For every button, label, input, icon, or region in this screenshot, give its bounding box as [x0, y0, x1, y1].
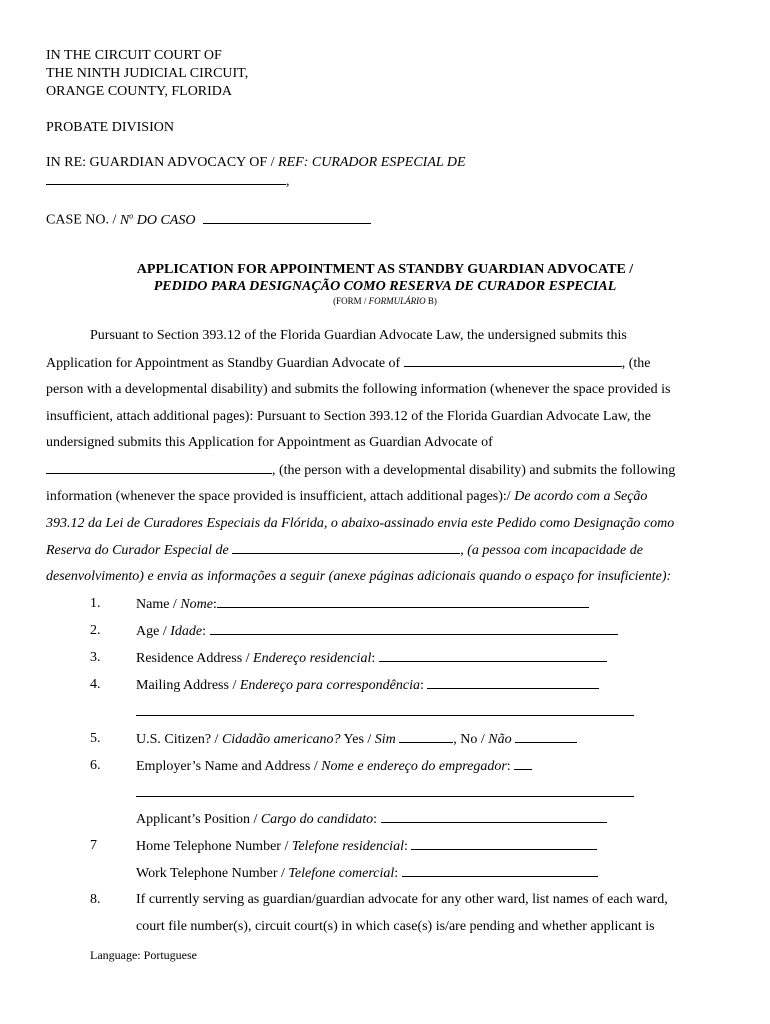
- standby-ward-name-field[interactable]: [404, 354, 622, 367]
- residence-address-field[interactable]: [379, 649, 607, 662]
- intro-line-9: Reserva do Curador Especial de , (a pessoa com incapacidade de: [46, 543, 643, 558]
- mailing-address-field[interactable]: [427, 676, 599, 689]
- in-re-label-pt: REF: CURADOR ESPECIAL DE: [278, 155, 466, 170]
- employer-continuation-row: [136, 784, 634, 803]
- item-number-7: 7: [90, 838, 97, 853]
- in-re-line: [46, 154, 466, 172]
- in-re-name-field-row: [46, 172, 290, 191]
- intro-line-6: , (the person with a developmental disability) and submits the following: [46, 461, 675, 480]
- ward-name-field[interactable]: [46, 461, 272, 474]
- form-label: (FORM / FORMULÁRIO B): [333, 296, 437, 306]
- employer-field[interactable]: [514, 757, 532, 770]
- court-name-line2: THE NINTH JUDICIAL CIRCUIT,: [46, 66, 249, 81]
- division-label: PROBATE DIVISION: [46, 120, 174, 135]
- court-name-line1: IN THE CIRCUIT COURT OF: [46, 48, 222, 63]
- language-footer: Language: Portuguese: [90, 948, 197, 962]
- item-number-5: 5.: [90, 731, 101, 746]
- work-telephone-field[interactable]: [402, 864, 598, 877]
- item-name: Name / Nome:: [136, 595, 589, 614]
- item-home-telephone: Home Telephone Number / Telefone residencial:: [136, 837, 597, 856]
- mailing-address-field-line2[interactable]: [136, 703, 634, 716]
- reserve-ward-name-field[interactable]: [232, 541, 460, 554]
- item-mailing-address: Mailing Address / Endereço para correspondência:: [136, 676, 599, 695]
- item-residence-address: Residence Address / Endereço residencial:: [136, 649, 607, 668]
- intro-line-8: 393.12 da Lei de Curadores Especiais da Flórida, o abaixo-assinado envia este Pedido como Designação como: [46, 516, 675, 531]
- document-title-en: APPLICATION FOR APPOINTMENT AS STANDBY GUARDIAN ADVOCATE /: [136, 262, 634, 277]
- case-number-field[interactable]: [203, 211, 371, 224]
- employer-field-line2[interactable]: [136, 784, 634, 797]
- item-number-6: 6.: [90, 758, 101, 773]
- item-employer: Employer’s Name and Address / Nome e endereço do empregador:: [136, 757, 532, 776]
- intro-line-10: desenvolvimento) e envia as informações a seguir (anexe páginas adicionais quando o espaço for insuficiente):: [46, 569, 672, 584]
- in-re-label: IN RE: GUARDIAN ADVOCACY OF /: [46, 155, 279, 170]
- case-no-label-pt: $N^o$ DO CASO: [119, 211, 196, 228]
- case-no-label: CASE NO. /: [46, 212, 120, 228]
- case-number-line: [46, 207, 371, 230]
- item-other-wards-line2: court file number(s), circuit court(s) in which case(s) is/are pending and whether applicant is: [136, 919, 655, 934]
- in-re-comma: ,: [286, 174, 290, 189]
- intro-line-4: insufficient, attach additional pages): Pursuant to Section 393.12 of the Florida Guardian Advocate Law, the: [46, 409, 651, 424]
- intro-line-7: information (whenever the space provided is insufficient, attach additional pages):/ De acordo com a Seção: [46, 489, 648, 504]
- item-number-3: 3.: [90, 650, 101, 665]
- citizen-yes-field[interactable]: [399, 730, 453, 743]
- in-re-name-field[interactable]: [46, 172, 286, 185]
- item-number-8: 8.: [90, 892, 101, 907]
- mailing-address-continuation-row: [136, 703, 634, 722]
- home-telephone-field[interactable]: [411, 837, 597, 850]
- item-work-telephone: Work Telephone Number / Telefone comercial:: [136, 864, 598, 883]
- item-number-1: 1.: [90, 596, 101, 611]
- document-title-pt: PEDIDO PARA DESIGNAÇÃO COMO RESERVA DE CURADOR ESPECIAL: [153, 279, 617, 294]
- item-number-2: 2.: [90, 623, 101, 638]
- intro-line-2: Application for Appointment as Standby Guardian Advocate of , (the: [46, 356, 651, 371]
- item-age: Age / Idade:: [136, 622, 618, 641]
- court-name-line3: ORANGE COUNTY, FLORIDA: [46, 84, 233, 99]
- intro-line-1: Pursuant to Section 393.12 of the Florida Guardian Advocate Law, the undersigned submits this: [90, 328, 627, 343]
- item-us-citizen: U.S. Citizen? / Cidadão americano? Yes / Sim , No / Não: [136, 730, 577, 749]
- item-number-4: 4.: [90, 677, 101, 692]
- name-field[interactable]: [217, 595, 589, 608]
- age-field[interactable]: [210, 622, 618, 635]
- item-applicant-position: Applicant’s Position / Cargo do candidato:: [136, 810, 607, 829]
- intro-line-5: undersigned submits this Application for Appointment as Guardian Advocate of: [46, 435, 493, 450]
- citizen-no-field[interactable]: [515, 730, 577, 743]
- applicant-position-field[interactable]: [381, 810, 607, 823]
- intro-line-3: person with a developmental disability) and submits the following information (whenever the space provided is: [46, 382, 671, 397]
- item-other-wards-line1: If currently serving as guardian/guardian advocate for any other ward, list names of each ward,: [136, 892, 668, 907]
